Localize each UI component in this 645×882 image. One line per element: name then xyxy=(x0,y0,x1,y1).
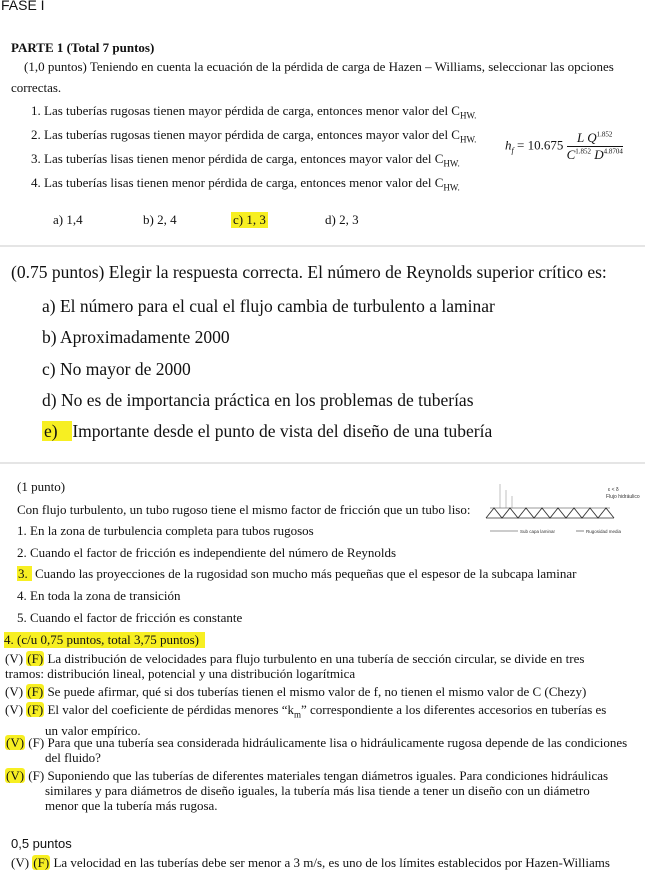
q4-item-1: (V) (F) La distribución de velocidades para flujo turbulento en una tubería de sección circular, se divide en tres tramos: distribución lineal, potencial y una distribución logarítmica xyxy=(5,651,585,681)
q1-intro: (1,0 puntos) Teniendo en cuenta la ecuación de la pérdida de carga de Hazen – Williams, seleccionar las opciones xyxy=(24,59,614,74)
q1-option-d: d) 2, 3 xyxy=(325,212,359,227)
q3-item-3-selected: 3. Cuando las proyecciones de la rugosidad son mucho más pequeñas que el espesor de la subcapa laminar xyxy=(18,566,577,581)
divider xyxy=(0,462,645,464)
fase-title: FASE I xyxy=(1,0,45,13)
q1-item-2: 2. Las tuberías rugosas tienen mayor pérdida de carga, entonces mayor valor del $C_{HW.}$ xyxy=(31,127,477,145)
q2-title: (0.75 puntos) Elegir la respuesta correcta. El número de Reynolds superior crítico es: xyxy=(11,262,607,282)
q3-stem: Con flujo turbulento, un tubo rugoso tiene el mismo factor de fricción que un tubo liso: xyxy=(17,502,471,517)
q2-option-c: c) No mayor de 2000 xyxy=(42,359,191,379)
q4-item-5: (V) (F) Suponiendo que las tuberías de diferentes materiales tengan diámetros iguales. Para condiciones hidráulicas similares y para diámetros de diseño iguales, la tubería más lisa tiende a tener un diseño con un diámetro menor que la tubería más rugosa. xyxy=(6,768,609,813)
q3-item-2: 2. Cuando el factor de fricción es independiente del número de Reynolds xyxy=(17,545,397,560)
q1-option-c-selected: c) 1, 3 xyxy=(233,212,266,227)
q3-item-1: 1. En la zona de turbulencia completa para tubos rugosos xyxy=(17,523,314,538)
q2-option-a: a) El número para el cual el flujo cambia de turbulento a laminar xyxy=(42,296,495,316)
q4-header: 4. (c/u 0,75 puntos, total 3,75 puntos) xyxy=(4,632,205,648)
q1-intro-cont: correctas. xyxy=(11,80,62,95)
fig-label-flow: Flujo hidráulico xyxy=(606,494,640,500)
q2-option-d: d) No es de importancia práctica en los problemas de tuberías xyxy=(42,390,474,410)
q3-points: (1 punto) xyxy=(17,479,66,494)
q1-item-4: 4. Las tuberías lisas tienen menor pérdida de carga, entonces menor valor del $C_{HW.}$ xyxy=(31,175,460,193)
divider xyxy=(0,245,645,247)
q4-item-3: (V) (F) El valor del coeficiente de pérdidas menores “$k_m$” correspondiente a los diferentes accesorios en tuberías es un valor empírico. xyxy=(5,702,607,738)
q1-option-b: b) 2, 4 xyxy=(143,212,177,227)
q2-option-b: b) Aproximadamente 2000 xyxy=(42,327,230,347)
q5-statement: (V) (F) La velocidad en las tuberías debe ser menor a 3 m/s, es uno de los límites establecidos por Hazen-Williams xyxy=(11,855,610,870)
q1-item-1: 1. Las tuberías rugosas tienen mayor pérdida de carga, entonces menor valor del $C_{HW.}$ xyxy=(31,103,477,121)
hazen-williams-formula: $h_f = 10.675$ $\frac{L Q^{1.852}}{C^{1.852} D^{4.8704}}$ xyxy=(505,130,623,162)
parte1-title: PARTE 1 (Total 7 puntos) xyxy=(11,40,155,55)
roughness-diagram xyxy=(480,478,640,546)
q2-option-e-selected: e) Importante desde el punto de vista del diseño de una tubería xyxy=(44,421,493,441)
fig-label-sublayer: Sub capa laminar xyxy=(520,529,556,534)
q4-item-4: (V) (F) Para que una tubería sea considerada hidráulicamente lisa o hidráulicamente rugosa depende de las condiciones del fluido? xyxy=(6,735,628,765)
roughness-figure xyxy=(480,478,640,546)
q1-option-a: a) 1,4 xyxy=(53,212,83,227)
q4-item-2: (V) (F) Se puede afirmar, qué si dos tuberías tienen el mismo valor de f, no tienen el mismo valor de C (Chezy) xyxy=(5,684,587,699)
fig-label-roughness: Rugosidad media xyxy=(586,529,622,534)
q1-item-3: 3. Las tuberías lisas tienen menor pérdida de carga, entonces mayor valor del $C_{HW.}$ xyxy=(31,151,460,169)
q5-points: 0,5 puntos xyxy=(11,836,72,851)
fig-label-eps-delta: ε < δ xyxy=(608,487,619,493)
q3-item-5: 5. Cuando el factor de fricción es constante xyxy=(17,610,243,625)
q3-item-4: 4. En toda la zona de transición xyxy=(17,588,181,603)
